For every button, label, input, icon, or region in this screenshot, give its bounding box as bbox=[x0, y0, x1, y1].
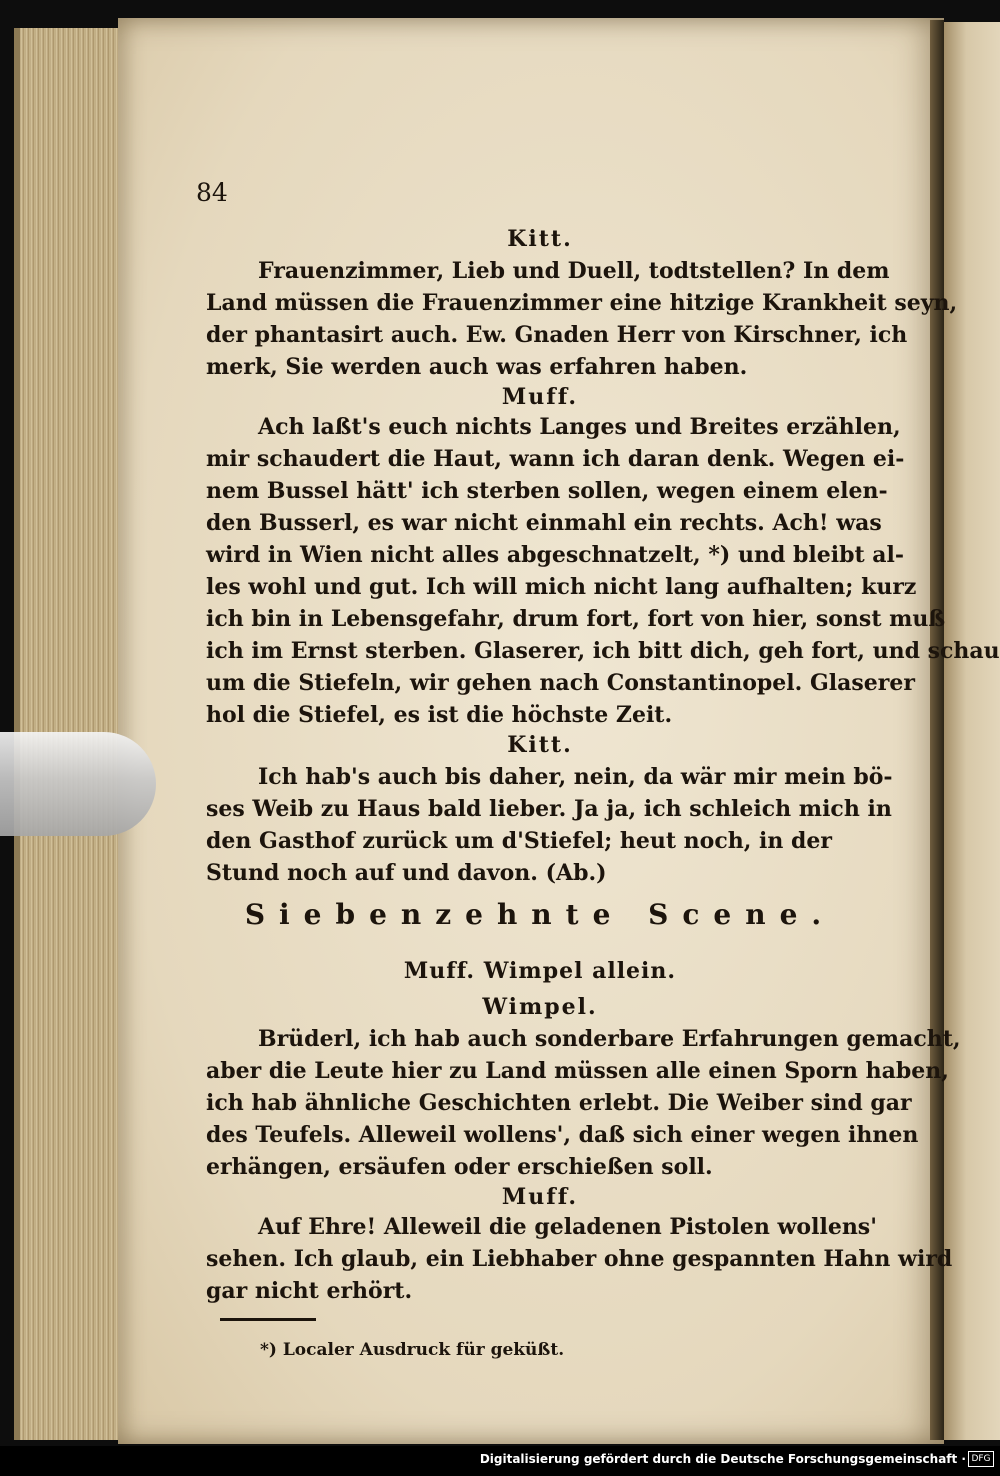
text-line: der phantasirt auch. Ew. Gnaden Herr von Kirschner, ich bbox=[206, 322, 908, 348]
page-clip bbox=[0, 732, 156, 836]
text-line: um die Stiefeln, wir gehen nach Constantinopel. Glaserer bbox=[206, 670, 915, 696]
text-line: aber die Leute hier zu Land müssen alle einen Sporn haben, bbox=[206, 1058, 949, 1084]
text-line: Auf Ehre! Alleweil die geladenen Pistolen wollens' bbox=[258, 1214, 877, 1240]
text-line: Frauenzimmer, Lieb und Duell, todtstellen? In dem bbox=[258, 258, 890, 284]
facing-page-edge bbox=[944, 22, 1000, 1440]
text-line: Ich hab's auch bis daher, nein, da wär mir mein bö- bbox=[258, 764, 893, 790]
page-number: 84 bbox=[196, 178, 228, 207]
dfg-logo-icon: DFG bbox=[968, 1451, 994, 1467]
speaker-wimpel: Wimpel. bbox=[482, 994, 598, 1020]
text-line: erhängen, ersäufen oder erschießen soll. bbox=[206, 1154, 713, 1180]
text-line: Brüderl, ich hab auch sonderbare Erfahrungen gemacht, bbox=[258, 1026, 961, 1052]
text-line: ses Weib zu Haus bald lieber. Ja ja, ich schleich mich in bbox=[206, 796, 892, 822]
text-line: mir schaudert die Haut, wann ich daran denk. Wegen ei- bbox=[206, 446, 905, 472]
funding-credit: Digitalisierung gefördert durch die Deutsche Forschungsgemeinschaft · bbox=[479, 1452, 966, 1466]
text-line: den Busserl, es war nicht einmahl ein rechts. Ach! was bbox=[206, 510, 882, 536]
text-line: hol die Stiefel, es ist die höchste Zeit. bbox=[206, 702, 673, 728]
text-line: Ach laßt's euch nichts Langes und Breites erzählen, bbox=[258, 414, 901, 440]
text-line: Land müssen die Frauenzimmer eine hitzige Krankheit seyn, bbox=[206, 290, 958, 316]
speaker-muff: Muff. bbox=[501, 384, 579, 410]
scene-title: Siebenzehnte Scene. bbox=[244, 898, 836, 931]
speaker-kitt: Kitt. bbox=[507, 732, 573, 758]
text-line: nem Bussel hätt' ich sterben sollen, wegen einem elen- bbox=[206, 478, 888, 504]
footnote: *) Localer Ausdruck für geküßt. bbox=[260, 1340, 565, 1360]
text-line: den Gasthof zurück um d'Stiefel; heut noch, in der bbox=[206, 828, 833, 854]
footnote-rule bbox=[220, 1318, 316, 1321]
text-line: les wohl und gut. Ich will mich nicht lang aufhalten; kurz bbox=[206, 574, 917, 600]
speaker-muff: Muff. bbox=[501, 1184, 579, 1210]
text-line: Stund noch auf und davon. (Ab.) bbox=[206, 860, 607, 886]
text-line: ich bin in Lebensgefahr, drum fort, fort von hier, sonst muß bbox=[206, 606, 946, 632]
speaker-kitt: Kitt. bbox=[507, 226, 573, 252]
text-line: des Teufels. Alleweil wollens', daß sich einer wegen ihnen bbox=[206, 1122, 919, 1148]
text-line: ich hab ähnliche Geschichten erlebt. Die Weiber sind gar bbox=[206, 1090, 912, 1116]
book-gutter bbox=[930, 20, 944, 1440]
text-line: ich im Ernst sterben. Glaserer, ich bitt dich, geh fort, und schau bbox=[206, 638, 1000, 664]
scene-cast: Muff. Wimpel allein. bbox=[403, 958, 677, 984]
text-line: merk, Sie werden auch was erfahren haben. bbox=[206, 354, 748, 380]
text-line: gar nicht erhört. bbox=[206, 1278, 413, 1304]
text-line: sehen. Ich glaub, ein Liebhaber ohne gespannten Hahn wird bbox=[206, 1246, 953, 1272]
text-line: wird in Wien nicht alles abgeschnatzelt, *) und bleibt al- bbox=[206, 542, 905, 568]
